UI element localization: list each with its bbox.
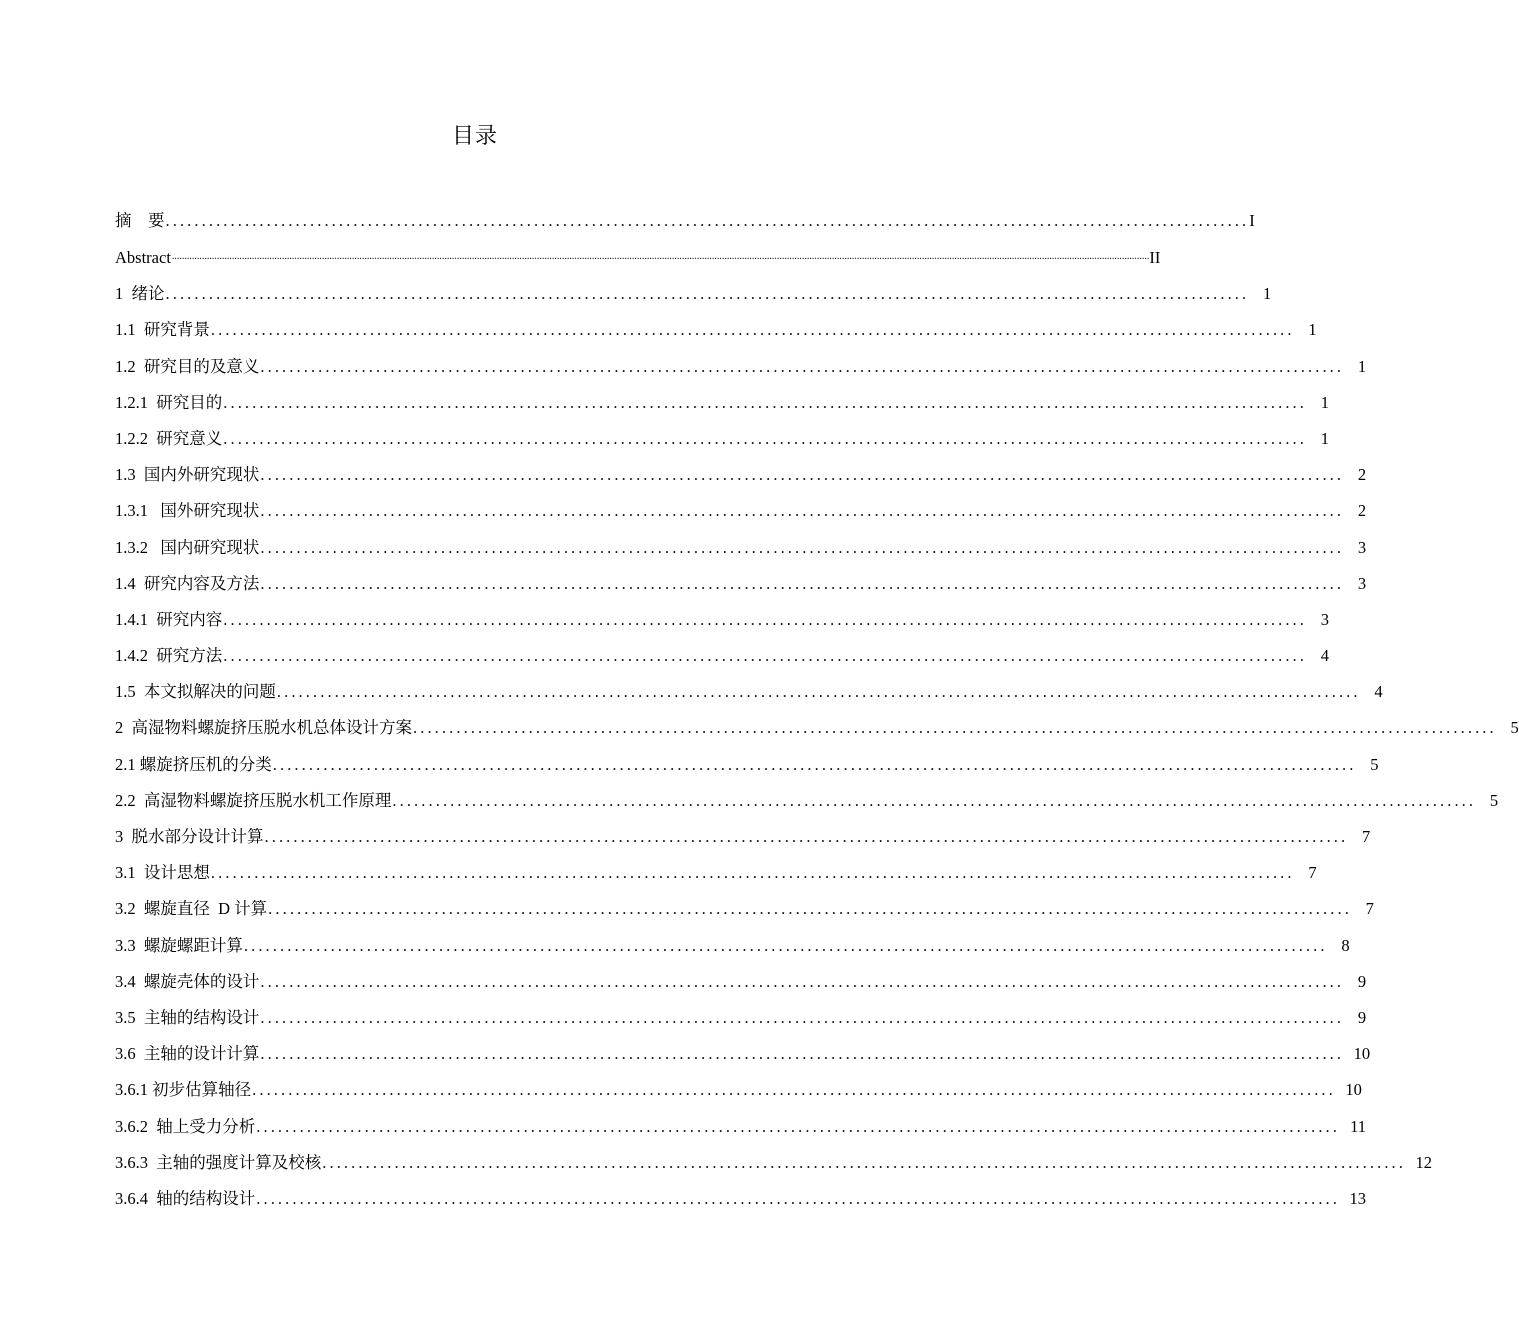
- toc-entry-page: 10: [1345, 1080, 1362, 1100]
- toc-entry-page: 1: [1308, 320, 1317, 340]
- toc-entry[interactable]: [115, 383, 1329, 419]
- toc-entry-label: 1 绪论: [115, 284, 165, 304]
- toc-entry-label: 1.4.1 研究内容: [115, 609, 223, 629]
- toc-entry-page: 4: [1320, 646, 1329, 666]
- toc-entry-label: 3.3 螺旋螺距计算: [115, 935, 243, 955]
- toc-leader-dots: .......................................................................................................................................................................................................................................................................................................................................................................................................: [171, 251, 1150, 262]
- toc-leader-dots: ......................................................................................................................................................: [268, 899, 1352, 919]
- toc-entry[interactable]: [115, 781, 1499, 817]
- toc-entry-label: 1.1 研究背景: [115, 320, 210, 340]
- toc-entry-page: 1: [1357, 356, 1367, 376]
- toc-leader-dots: ......................................................................................................................................................: [223, 646, 1307, 666]
- toc-entry-page: 11: [1350, 1116, 1366, 1136]
- toc-entry-page: 1: [1320, 428, 1329, 448]
- toc-entry[interactable]: [115, 1179, 1366, 1215]
- toc-leader-dots: ......................................................................................................................................................: [256, 1188, 1340, 1208]
- toc-leader-dots: ......................................................................................................................................................: [165, 284, 1250, 304]
- toc-entry[interactable]: [115, 1034, 1371, 1070]
- toc-entry-page: 3: [1357, 537, 1367, 557]
- toc-entry-page: 7: [1365, 899, 1374, 919]
- toc-leader-dots: ......................................................................................................................................................: [413, 718, 1497, 738]
- toc-entry-label: 1.5 本文拟解决的问题: [115, 682, 276, 702]
- toc-entry-label: 3.6.4 轴的结构设计: [115, 1188, 256, 1208]
- toc-entry-label: 2 高湿物料螺旋挤压脱水机总体设计方案: [115, 718, 412, 738]
- toc-leader-dots: ......................................................................................................................................................: [243, 935, 1328, 955]
- toc-entry-label: 3.6 主轴的设计计算: [115, 1044, 260, 1064]
- toc-entry[interactable]: [115, 237, 1161, 274]
- toc-leader-dots: ......................................................................................................................................................: [252, 1080, 1336, 1100]
- toc-entry-page: 2: [1357, 501, 1367, 521]
- table-of-contents: [115, 199, 1519, 1215]
- toc-entry[interactable]: [115, 310, 1317, 346]
- toc-entry-label: 1.2.2 研究意义: [115, 428, 223, 448]
- toc-entry-page: 5: [1489, 790, 1499, 810]
- toc-entry-page: 3: [1357, 573, 1367, 593]
- toc-entry[interactable]: [115, 1070, 1362, 1106]
- toc-leader-dots: ......................................................................................................................................................: [165, 211, 1250, 230]
- toc-leader-dots: ......................................................................................................................................................: [260, 501, 1345, 521]
- toc-entry-label: 摘 要: [115, 211, 165, 230]
- toc-entry-page: 1: [1320, 392, 1329, 412]
- toc-entry-label: Abstract: [115, 248, 171, 267]
- toc-entry-page: 12: [1415, 1152, 1432, 1172]
- toc-leader-dots: ......................................................................................................................................................: [392, 790, 1477, 810]
- toc-entry[interactable]: [115, 274, 1272, 310]
- toc-leader-dots: ......................................................................................................................................................: [272, 754, 1357, 774]
- toc-entry-page: 7: [1308, 863, 1317, 883]
- toc-entry[interactable]: [115, 998, 1367, 1034]
- toc-entry-label: 3.6.2 轴上受力分析: [115, 1116, 256, 1136]
- toc-entry-page: 9: [1357, 1007, 1367, 1027]
- toc-entry-page: II: [1149, 248, 1161, 267]
- toc-leader-dots: ......................................................................................................................................................: [276, 682, 1361, 702]
- toc-entry[interactable]: [115, 419, 1329, 455]
- toc-leader-dots: ......................................................................................................................................................: [210, 320, 1295, 340]
- toc-leader-dots: ......................................................................................................................................................: [256, 1116, 1340, 1136]
- toc-entry-page: 13: [1349, 1188, 1366, 1208]
- toc-entry-page: 4: [1374, 682, 1383, 702]
- toc-entry[interactable]: [115, 672, 1383, 708]
- toc-entry[interactable]: [115, 853, 1317, 889]
- toc-entry-label: 1.2 研究目的及意义: [115, 356, 260, 376]
- toc-entry-page: 9: [1357, 971, 1367, 991]
- toc-entry-label: 3 脱水部分设计计算: [115, 827, 264, 846]
- toc-entry[interactable]: [115, 744, 1379, 780]
- toc-entry-page: 5: [1370, 754, 1379, 774]
- toc-entry-page: I: [1249, 211, 1255, 230]
- toc-entry-page: 1: [1263, 284, 1272, 304]
- toc-entry[interactable]: [115, 925, 1350, 961]
- toc-entry[interactable]: [115, 199, 1255, 237]
- toc-leader-dots: ......................................................................................................................................................: [322, 1152, 1406, 1172]
- toc-leader-dots: ......................................................................................................................................................: [223, 428, 1307, 448]
- toc-entry-label: 3.6.3 主轴的强度计算及校核: [115, 1152, 322, 1172]
- toc-entry-label: 2.2 高湿物料螺旋挤压脱水机工作原理: [115, 790, 392, 810]
- toc-leader-dots: ......................................................................................................................................................: [260, 465, 1345, 485]
- toc-entry[interactable]: [115, 889, 1374, 925]
- toc-entry-page: 3: [1320, 609, 1329, 629]
- toc-leader-dots: ......................................................................................................................................................: [223, 392, 1307, 412]
- toc-entry[interactable]: [115, 636, 1329, 672]
- toc-leader-dots: ......................................................................................................................................................: [223, 609, 1307, 629]
- toc-leader-dots: ......................................................................................................................................................: [260, 971, 1345, 991]
- toc-entry[interactable]: [115, 346, 1367, 382]
- toc-leader-dots: ......................................................................................................................................................: [260, 1007, 1345, 1027]
- toc-entry-label: 1.3.1 国外研究现状: [115, 501, 260, 521]
- toc-entry-page: 8: [1341, 935, 1350, 955]
- toc-entry[interactable]: [115, 1106, 1366, 1142]
- toc-entry[interactable]: [115, 527, 1367, 563]
- toc-leader-dots: ......................................................................................................................................................: [260, 573, 1345, 593]
- toc-leader-dots: ......................................................................................................................................................: [260, 1044, 1345, 1064]
- toc-entry[interactable]: [115, 564, 1367, 600]
- toc-entry-page: 5: [1510, 718, 1519, 738]
- toc-entry[interactable]: [115, 1143, 1432, 1179]
- toc-entry-label: 3.1 设计思想: [115, 863, 210, 883]
- toc-entry[interactable]: [115, 817, 1371, 853]
- toc-entry-page: 2: [1357, 465, 1367, 485]
- toc-entry-label: 1.4 研究内容及方法: [115, 573, 260, 593]
- toc-entry-label: 3.4 螺旋壳体的设计: [115, 971, 260, 991]
- toc-entry[interactable]: [115, 708, 1519, 744]
- toc-entry-label: 3.5 主轴的结构设计: [115, 1007, 260, 1027]
- toc-entry-label: 2.1 螺旋挤压机的分类: [115, 754, 272, 774]
- toc-leader-dots: ......................................................................................................................................................: [260, 356, 1345, 376]
- toc-entry[interactable]: [115, 491, 1367, 527]
- toc-entry-label: 3.6.1 初步估算轴径: [115, 1080, 252, 1100]
- toc-entry-page: 7: [1362, 827, 1371, 846]
- toc-entry[interactable]: [115, 455, 1367, 491]
- toc-entry-label: 1.2.1 研究目的: [115, 392, 223, 412]
- toc-entry[interactable]: [115, 962, 1367, 998]
- toc-entry-label: 1.3 国内外研究现状: [115, 465, 260, 485]
- toc-entry-label: 1.3.2 国内研究现状: [115, 537, 260, 557]
- toc-leader-dots: ......................................................................................................................................................: [260, 537, 1345, 557]
- toc-entry-label: 1.4.2 研究方法: [115, 646, 223, 666]
- toc-leader-dots: ......................................................................................................................................................: [264, 827, 1349, 846]
- toc-entry[interactable]: [115, 600, 1329, 636]
- toc-leader-dots: ......................................................................................................................................................: [210, 863, 1295, 883]
- page-title: 目录: [451, 124, 498, 149]
- toc-entry-label: 3.2 螺旋直径 D 计算: [115, 899, 268, 919]
- toc-entry-page: 10: [1353, 1044, 1371, 1064]
